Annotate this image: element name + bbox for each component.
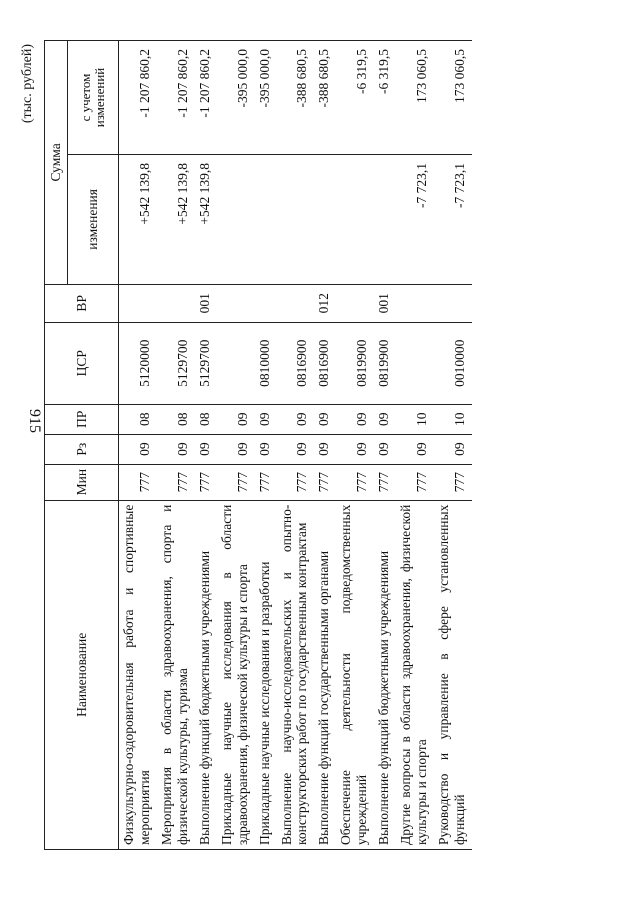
table-row: [277, 41, 315, 850]
row-total: -388 680,5: [314, 41, 336, 155]
row-total: -395 000,0: [255, 41, 277, 155]
row-rz: 09: [119, 434, 157, 464]
row-name: Другие вопросы в области здравоохранения, физической культуры и спорта: [396, 500, 434, 849]
row-change: [217, 154, 255, 284]
row-name: Мероприятия в области здравоохранения, спорта и физической культуры, туризма: [157, 500, 195, 849]
row-pr: 09: [277, 404, 315, 434]
row-name: Выполнение функций бюджетными учреждениями: [195, 500, 217, 849]
row-name: Руководство и управление в сфере установленных функций: [434, 500, 472, 849]
row-min: 777: [119, 464, 157, 500]
row-csr: [217, 322, 255, 404]
header-name: Наименование: [45, 500, 119, 849]
row-csr: 5120000: [119, 322, 157, 404]
table-row: [195, 41, 217, 850]
table-row: [374, 41, 396, 850]
header-pr: ПР: [45, 404, 119, 434]
row-min: 777: [255, 464, 277, 500]
row-change: -7 723,1: [396, 154, 434, 284]
header-changes: изменения: [68, 154, 119, 284]
budget-table: [44, 40, 472, 850]
row-vr: 001: [374, 284, 396, 322]
row-change: [277, 154, 315, 284]
row-min: 777: [336, 464, 374, 500]
header-sum: Сумма: [45, 41, 68, 285]
row-rz: 09: [195, 434, 217, 464]
row-rz: 09: [396, 434, 434, 464]
row-pr: 09: [217, 404, 255, 434]
header-with-changes: с учетом изменений: [68, 41, 119, 155]
row-pr: 10: [434, 404, 472, 434]
row-vr: [396, 284, 434, 322]
row-total: 173 060,5: [396, 41, 434, 155]
row-rz: 09: [277, 434, 315, 464]
row-vr: [157, 284, 195, 322]
row-rz: 09: [336, 434, 374, 464]
row-total: -1 207 860,2: [195, 41, 217, 155]
row-rz: 09: [374, 434, 396, 464]
row-pr: 08: [195, 404, 217, 434]
row-min: 777: [434, 464, 472, 500]
page-number: 915: [26, 409, 43, 433]
row-name: Выполнение функций бюджетными учреждениями: [374, 500, 396, 849]
row-min: 777: [396, 464, 434, 500]
header-min: Мин: [45, 464, 119, 500]
row-rz: 09: [217, 434, 255, 464]
row-change: +542 139,8: [119, 154, 157, 284]
row-change: [336, 154, 374, 284]
row-pr: 10: [396, 404, 434, 434]
row-change: +542 139,8: [195, 154, 217, 284]
row-min: 777: [314, 464, 336, 500]
row-rz: 09: [157, 434, 195, 464]
row-total: -6 319,5: [374, 41, 396, 155]
row-pr: 08: [119, 404, 157, 434]
table-row: [119, 41, 157, 850]
table-row: [157, 41, 195, 850]
row-min: 777: [374, 464, 396, 500]
row-min: 777: [195, 464, 217, 500]
row-name: Выполнение функций государственными органами: [314, 500, 336, 849]
row-min: 777: [157, 464, 195, 500]
row-pr: 09: [336, 404, 374, 434]
row-min: 777: [277, 464, 315, 500]
units-label: (тыс. рублей): [20, 44, 35, 124]
row-total: -1 207 860,2: [119, 41, 157, 155]
header-vr: ВР: [45, 284, 119, 322]
row-pr: 08: [157, 404, 195, 434]
row-total: -1 207 860,2: [157, 41, 195, 155]
row-name: Физкультурно-оздоровительная работа и спортивные мероприятия: [119, 500, 157, 849]
row-csr: 0816900: [277, 322, 315, 404]
row-change: [374, 154, 396, 284]
row-vr: [255, 284, 277, 322]
row-rz: 09: [255, 434, 277, 464]
row-csr: 0816900: [314, 322, 336, 404]
row-total: 173 060,5: [434, 41, 472, 155]
row-name: Обеспечение деятельности подведомственных учреждений: [336, 500, 374, 849]
row-change: -7 723,1: [434, 154, 472, 284]
row-csr: 0010000: [434, 322, 472, 404]
row-vr: [217, 284, 255, 322]
row-vr: 012: [314, 284, 336, 322]
row-name: Выполнение научно-исследовательских и опытно-конструкторских работ по государственным контрактам: [277, 500, 315, 849]
row-csr: 0819900: [336, 322, 374, 404]
table-row: [255, 41, 277, 850]
table-row: [314, 41, 336, 850]
row-change: [255, 154, 277, 284]
row-change: [314, 154, 336, 284]
row-vr: 001: [195, 284, 217, 322]
row-rz: 09: [314, 434, 336, 464]
row-pr: 09: [255, 404, 277, 434]
row-pr: 09: [314, 404, 336, 434]
table-row: [336, 41, 374, 850]
row-csr: 5129700: [195, 322, 217, 404]
row-csr: 0810000: [255, 322, 277, 404]
table-row: [396, 41, 434, 850]
row-total: -388 680,5: [277, 41, 315, 155]
row-csr: [396, 322, 434, 404]
row-name: Прикладные научные исследования в области здравоохранения, физической культуры и спорта: [217, 500, 255, 849]
row-change: +542 139,8: [157, 154, 195, 284]
table-row: [434, 41, 472, 850]
row-csr: 5129700: [157, 322, 195, 404]
table-row: [217, 41, 255, 850]
row-total: -395 000,0: [217, 41, 255, 155]
row-pr: 09: [374, 404, 396, 434]
row-min: 777: [217, 464, 255, 500]
row-vr: [119, 284, 157, 322]
header-rz: Рз: [45, 434, 119, 464]
row-rz: 09: [434, 434, 472, 464]
row-vr: [277, 284, 315, 322]
row-total: -6 319,5: [336, 41, 374, 155]
row-csr: 0819900: [374, 322, 396, 404]
table-body: [119, 41, 472, 850]
row-name: Прикладные научные исследования и разработки: [255, 500, 277, 849]
header-csr: ЦСР: [45, 322, 119, 404]
row-vr: [336, 284, 374, 322]
row-vr: [434, 284, 472, 322]
